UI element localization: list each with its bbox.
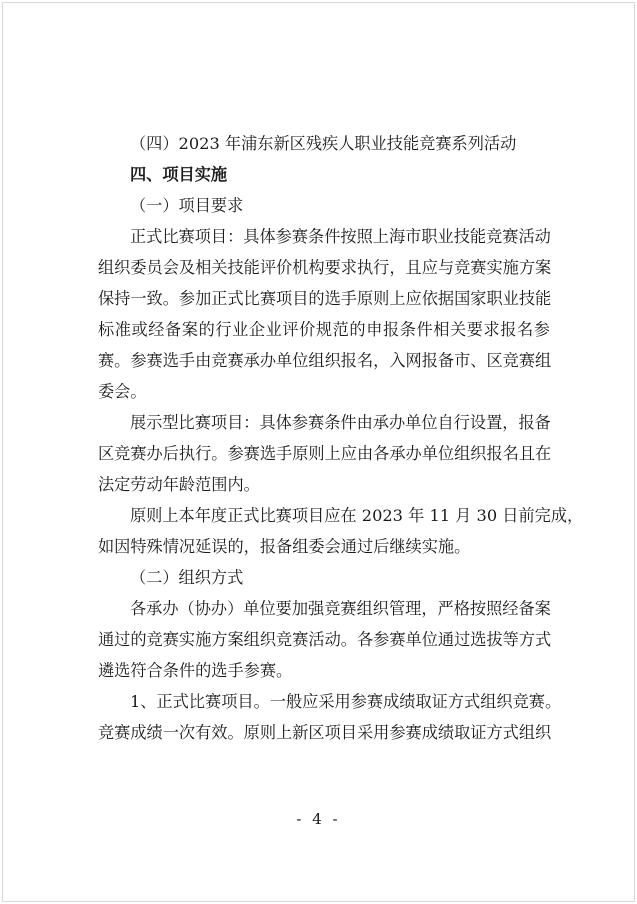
text-line: 法定劳动年龄范围内。 bbox=[98, 475, 260, 494]
text-line: 如因特殊情况延误的，报备组委会通过后继续实施。 bbox=[98, 537, 471, 556]
text-line: 委会。 bbox=[98, 382, 147, 401]
sub-2-title: （二）组织方式 bbox=[130, 568, 244, 587]
section-4-heading: 四、项目实施 bbox=[130, 165, 228, 184]
paragraph-sub-2-title bbox=[98, 562, 550, 593]
text-line: 赛。参赛选手由竞赛承办单位组织报名，入网报备市、区竞赛组 bbox=[98, 351, 552, 370]
paragraph-section-4-heading bbox=[98, 159, 550, 190]
text-line: 组织委员会及相关技能评价机构要求执行，且应与竞赛实施方案 bbox=[98, 258, 552, 277]
paragraph-item-4-title bbox=[98, 128, 550, 159]
item-4-title: （四）2023 年浦东新区残疾人职业技能竞赛系列活动 bbox=[130, 134, 517, 153]
sub-1-title: （一）项目要求 bbox=[130, 196, 244, 215]
text-line: 展示型比赛项目：具体参赛条件由承办单位自行设置，报备 bbox=[130, 413, 551, 432]
text-line: 区竞赛办后执行。参赛选手原则上应由各承办单位组织报名且在 bbox=[98, 444, 552, 463]
text-line: 1、正式比赛项目。一般应采用参赛成绩取证方式组织竞赛。 bbox=[130, 692, 562, 711]
paragraph-deadline bbox=[98, 500, 584, 562]
text-line: 遴选符合条件的选手参赛。 bbox=[98, 661, 293, 680]
paragraph-formal-method bbox=[98, 686, 562, 748]
text-line: 竞赛成绩一次有效。原则上新区项目采用参赛成绩取证方式组织 bbox=[98, 723, 552, 742]
text-line: 通过的竞赛实施方案组织竞赛活动。各参赛单位通过选拔等方式 bbox=[98, 630, 552, 649]
paragraph-organization bbox=[98, 593, 550, 686]
document-body bbox=[98, 128, 584, 748]
page-number: - 4 - bbox=[296, 810, 341, 828]
paragraph-formal-competition bbox=[98, 221, 550, 407]
text-line: 标准或经备案的行业企业评价规范的申报条件相关要求报名参 bbox=[98, 320, 550, 339]
text-line: 各承办（协办）单位要加强竞赛组织管理，严格按照经备案 bbox=[130, 599, 551, 618]
paragraph-demo-competition bbox=[98, 407, 550, 500]
text-line: 正式比赛项目：具体参赛条件按照上海市职业技能竞赛活动 bbox=[130, 227, 551, 246]
text-line: 保持一致。参加正式比赛项目的选手原则上应依据国家职业技能 bbox=[98, 289, 552, 308]
text-line: 原则上本年度正式比赛项目应在 2023 年 11 月 30 日前完成， bbox=[130, 506, 584, 525]
paragraph-sub-1-title bbox=[98, 190, 550, 221]
